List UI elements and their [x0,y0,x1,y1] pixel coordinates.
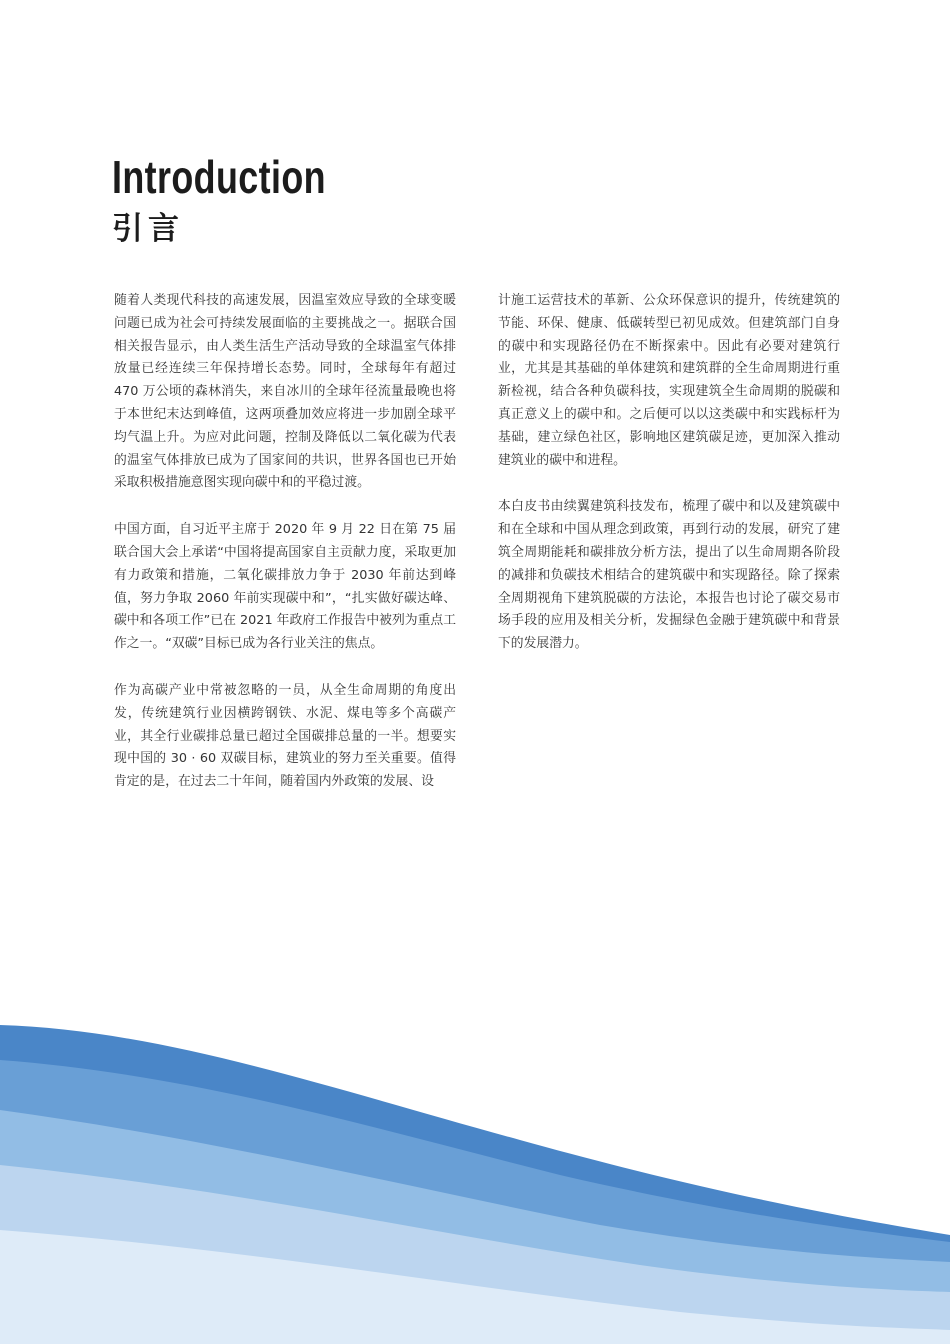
paragraph: 作为高碳产业中常被忽略的一员，从全生命周期的角度出发，传统建筑行业因横跨钢铁、水泥、煤电等多个高碳产业，其全行业碳排总量已超过全国碳排总量的一半。想要实现中国的 30 · 60 双碳目标，建筑业的努力至关重要。值得肯定的是，在过去二十年间，随着国内外政策的发展、设 [114,682,456,790]
paragraph: 中国方面，自习近平主席于 2020 年 9 月 22 日在第 75 届联合国大会上承诺“中国将提高国家自主贡献力度，采取更加有力政策和措施，二氧化碳排放力争于 2030 年前达到峰值，努力争取 2060 年前实现碳中和”，“扎实做好碳达峰、碳中和各项工作”已在 2021 年政府工作报告中被列为重点工作之一。“双碳”目标已成为各行业关注的焦点。 [114,522,456,652]
right-text-column [498,290,840,680]
paragraph: 随着人类现代科技的高速发展，因温室效应导致的全球变暖问题已成为社会可持续发展面临的主要挑战之一。据联合国相关报告显示，由人类生活生产活动导致的全球温室气体排放量已经连续三年保持增长态势。同时，全球每年有超过 470 万公顷的森林消失，来自冰川的全球年径流量最晚也将于本世纪末达到峰值，这两项叠加效应将进一步加剧全球平均气温上升。为应对此问题，控制及降低以二氧化碳为代表的温室气体排放已成为了国家间的共识，世界各国也已开始采取积极措施意图实现向碳中和的平稳过渡。 [114,293,456,491]
page-title-english: Introduction [112,151,326,203]
paragraph: 计施工运营技术的革新、公众环保意识的提升，传统建筑的节能、环保、健康、低碳转型已初见成效。但建筑部门自身的碳中和实现路径仍在不断探索中。因此有必要对建筑行业，尤其是其基础的单体建筑和建筑群的全生命周期进行重新检视，结合各种负碳科技，实现建筑全生命周期的脱碳和真正意义上的碳中和。之后便可以以这类碳中和实践标杆为基础，建立绿色社区，影响地区建筑碳足迹，更加深入推动建筑业的碳中和进程。 [498,293,840,468]
paragraph: 本白皮书由续翼建筑科技发布，梳理了碳中和以及建筑碳中和在全球和中国从理念到政策，再到行动的发展，研究了建筑全周期能耗和碳排放分析方法，提出了以生命周期各阶段的减排和负碳技术相结合的建筑碳中和实现路径。除了探索全周期视角下建筑脱碳的方法论，本报告也讨论了碳交易市场手段的应用及相关分析，发掘绿色金融于建筑碳中和背景下的发展潜力。 [498,499,840,652]
left-text-column [114,290,456,818]
page-title-chinese: 引言 [112,211,184,247]
decorative-wave-band [0,990,950,1344]
